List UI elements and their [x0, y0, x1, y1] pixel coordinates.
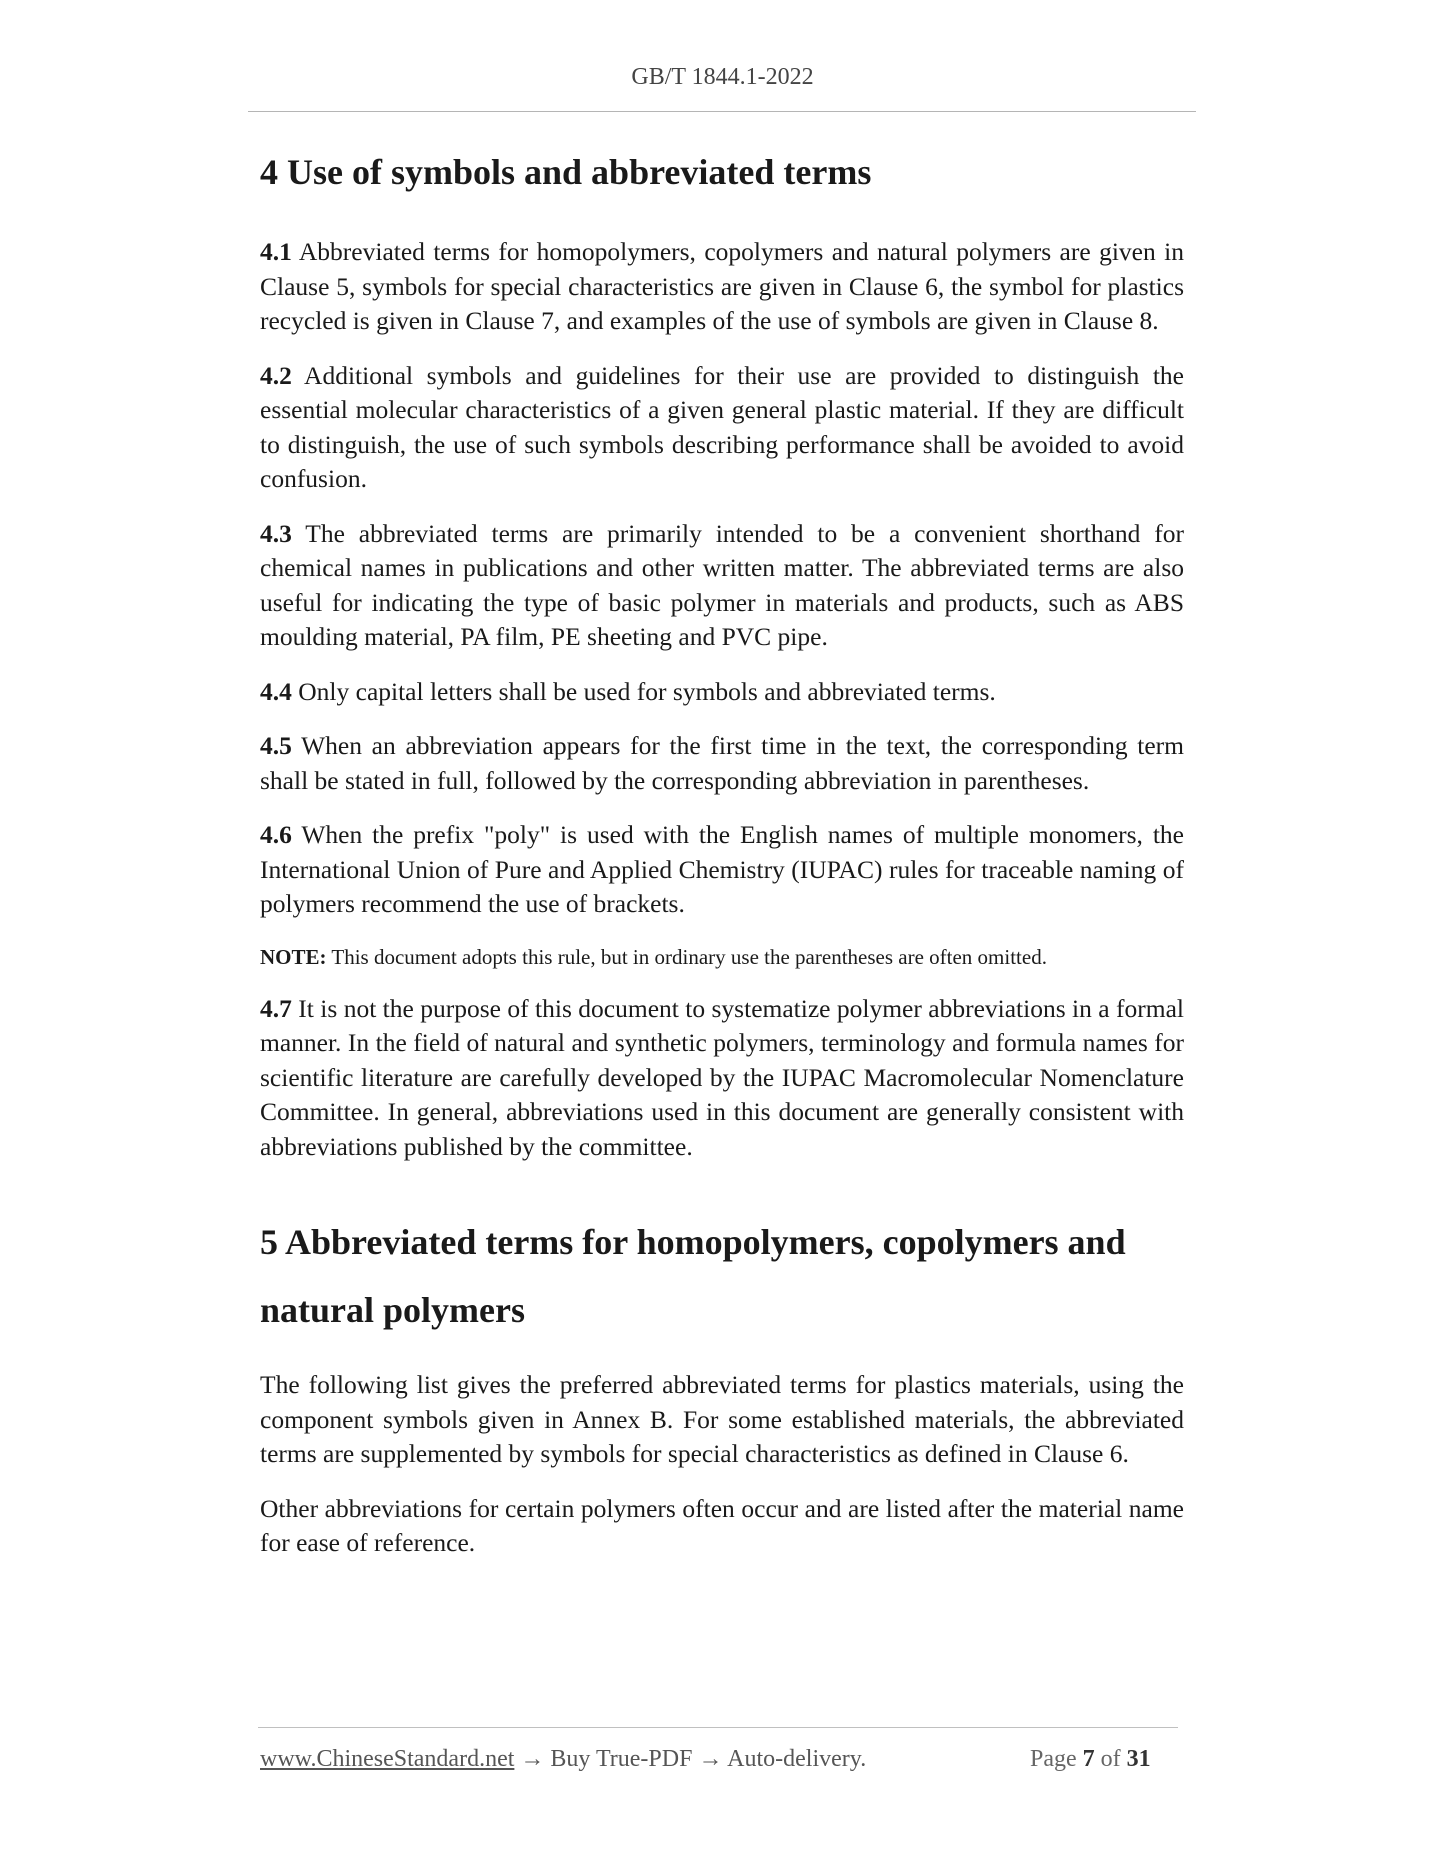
section-5-title: 5 Abbreviated terms for homopolymers, copolymers and natural polymers — [260, 1222, 1126, 1330]
section-5-paragraph-1: The following list gives the preferred abbreviated terms for plastics materials, using the component symbols given in Annex B. For some established materials, the abbreviated terms are supplemented by symbols for special characteristics as defined in Clause 6. — [260, 1370, 1184, 1468]
of-label: of — [1100, 1746, 1121, 1772]
page-label: Page — [1030, 1746, 1077, 1772]
clause-4-6 — [260, 818, 1184, 922]
clause-number: 4.5 — [260, 731, 292, 760]
clause-4-2 — [260, 359, 1184, 497]
clause-number: 4.3 — [260, 518, 292, 548]
site-link[interactable]: www.ChineseStandard.net — [260, 1746, 515, 1772]
clause-number: 4.4 — [260, 676, 292, 706]
section-4-title: 4 Use of symbols and abbreviated terms — [260, 152, 872, 192]
auto-delivery-text: Auto-delivery. — [727, 1746, 867, 1772]
clause-text: Additional symbols and guidelines for their use are provided to distinguish the essential molecular characteristics of a given general plastic material. If they are difficult to distinguish, the use of such symbols describing performance shall be avoided to avoid confusion. — [260, 360, 1184, 493]
buy-pdf-link[interactable]: Buy True-PDF — [550, 1746, 693, 1772]
clause-number: 4.1 — [260, 237, 292, 266]
clause-text: When an abbreviation appears for the first time in the text, the corresponding term shall be stated in full, followed by the corresponding abbreviation in parentheses. — [260, 731, 1184, 795]
clause-text: When the prefix "poly" is used with the English names of multiple monomers, the International Union of Pure and Applied Chemistry (IUPAC) rules for traceable naming of polymers recommend the use of brackets. — [260, 820, 1184, 918]
clause-4-7 — [260, 992, 1184, 1165]
page-total: 31 — [1126, 1746, 1151, 1772]
note-paragraph — [260, 942, 1184, 972]
clause-4-5 — [260, 729, 1184, 798]
note-label: NOTE: — [260, 944, 327, 969]
clause-number: 4.2 — [260, 360, 292, 390]
clause-4-3 — [260, 517, 1184, 655]
arrow-icon: → — [698, 1746, 723, 1772]
clause-text: Abbreviated terms for homopolymers, copolymers and natural polymers are given in Clause 5, symbols for special characteristics are given in Clause 6, the symbol for plastics recycled is given in Clause 7, and examples of the use of symbols are given in Clause 8. — [260, 237, 1184, 335]
clause-4-4 — [260, 675, 1184, 710]
footer-divider — [258, 1727, 1178, 1728]
clause-text: Only capital letters shall be used for symbols and abbreviated terms. — [291, 676, 996, 706]
header-divider — [248, 111, 1196, 112]
clause-number: 4.6 — [260, 820, 292, 849]
clause-text: It is not the purpose of this document to systematize polymer abbreviations in a formal manner. In the field of natural and synthetic polymers, terminology and formula names for scientific literature are carefully developed by the IUPAC Macromolecular Nomenclature Committee. In general, abbreviations used in this document are generally consistent with abbreviations published by the committee. — [260, 993, 1184, 1161]
page-number: 7 — [1082, 1746, 1095, 1772]
footer-links — [260, 1746, 866, 1773]
clause-text: The abbreviated terms are primarily intended to be a convenient shorthand for chemical names in publications and other written matter. The abbreviated terms are also useful for indicating the type of basic polymer in materials and products, such as ABS moulding material, PA film, PE sheeting and PVC pipe. — [260, 518, 1184, 651]
section-5-paragraph-2: Other abbreviations for certain polymers often occur and are listed after the material name for ease of reference. — [260, 1493, 1184, 1557]
arrow-icon: → — [520, 1746, 545, 1772]
header-doc-code: GB/T 1844.1-2022 — [631, 64, 814, 90]
clause-4-1 — [260, 235, 1184, 339]
page-content — [260, 150, 1184, 1581]
note-text: This document adopts this rule, but in ordinary use the parentheses are often omitted. — [326, 944, 1047, 969]
clause-number: 4.7 — [260, 993, 292, 1023]
page-indicator — [1030, 1746, 1151, 1773]
